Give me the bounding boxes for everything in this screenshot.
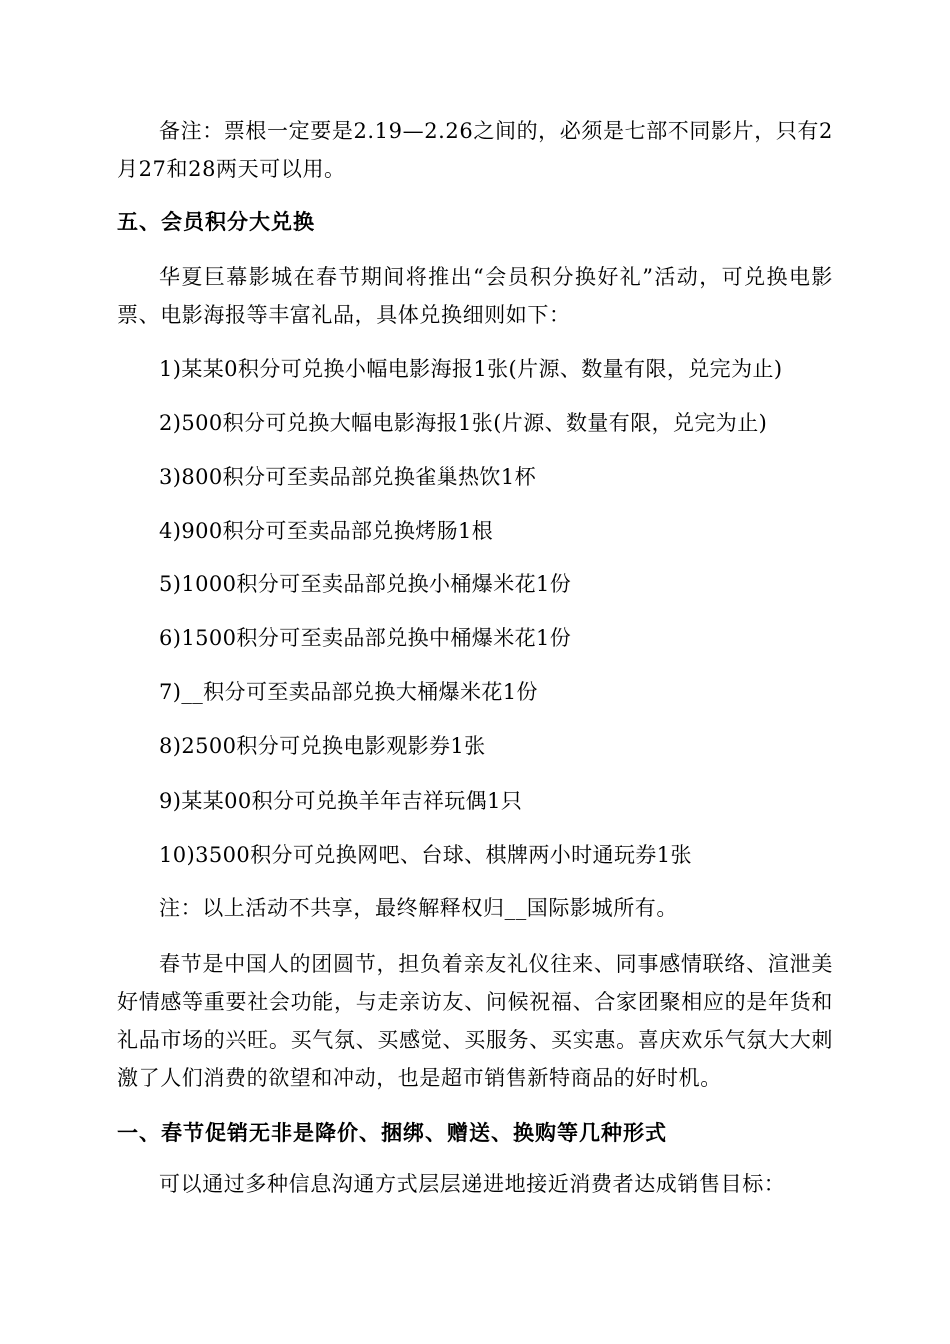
activity-note: 注：以上活动不共享，最终解释权归__国际影城所有。: [159, 896, 678, 920]
list-item: 1)某某0积分可兑换小幅电影海报1张(片源、数量有限，兑完为止): [159, 357, 783, 381]
section-5-intro: 华夏巨幕影城在春节期间将推出“会员积分换好礼”活动，可兑换电影票、电影海报等丰富礼品，具体兑换细则如下：: [117, 265, 833, 327]
section-1-heading: 一、春节促销无非是降价、捆绑、赠送、换购等几种形式: [117, 1121, 667, 1145]
section-5-heading: 五、会员积分大兑换: [117, 210, 315, 234]
list-item: 4)900积分可至卖品部兑换烤肠1根: [159, 519, 494, 543]
list-item: 8)2500积分可兑换电影观影券1张: [159, 734, 486, 758]
list-item: 9)某某00积分可兑换羊年吉祥玩偶1只: [159, 789, 523, 813]
list-item: 3)800积分可至卖品部兑换雀巢热饮1杯: [159, 465, 536, 489]
list-item: 6)1500积分可至卖品部兑换中桶爆米花1份: [159, 626, 572, 650]
section-1-intro: 可以通过多种信息沟通方式层层递进地接近消费者达成销售目标：: [159, 1172, 786, 1196]
spring-festival-paragraph: 春节是中国人的团圆节，担负着亲友礼仪往来、同事感情联络、渲泄美好情感等重要社会功能，与走亲访友、问候祝福、合家团聚相应的是年货和礼品市场的兴旺。买气氛、买感觉、买服务、买实惠。喜庆欢乐气氛大大刺激了人们消费的欲望和冲动，也是超市销售新特商品的好时机。: [117, 952, 833, 1090]
list-item: 5)1000积分可至卖品部兑换小桶爆米花1份: [159, 572, 572, 596]
note-paragraph: 备注：票根一定要是2.19—2.26之间的，必须是七部不同影片，只有2月27和28两天可以用。: [117, 119, 833, 181]
list-item: 7)__积分可至卖品部兑换大桶爆米花1份: [159, 680, 538, 704]
list-item: 2)500积分可兑换大幅电影海报1张(片源、数量有限，兑完为止): [159, 411, 768, 435]
list-item: 10)3500积分可兑换网吧、台球、棋牌两小时通玩券1张: [159, 843, 692, 867]
